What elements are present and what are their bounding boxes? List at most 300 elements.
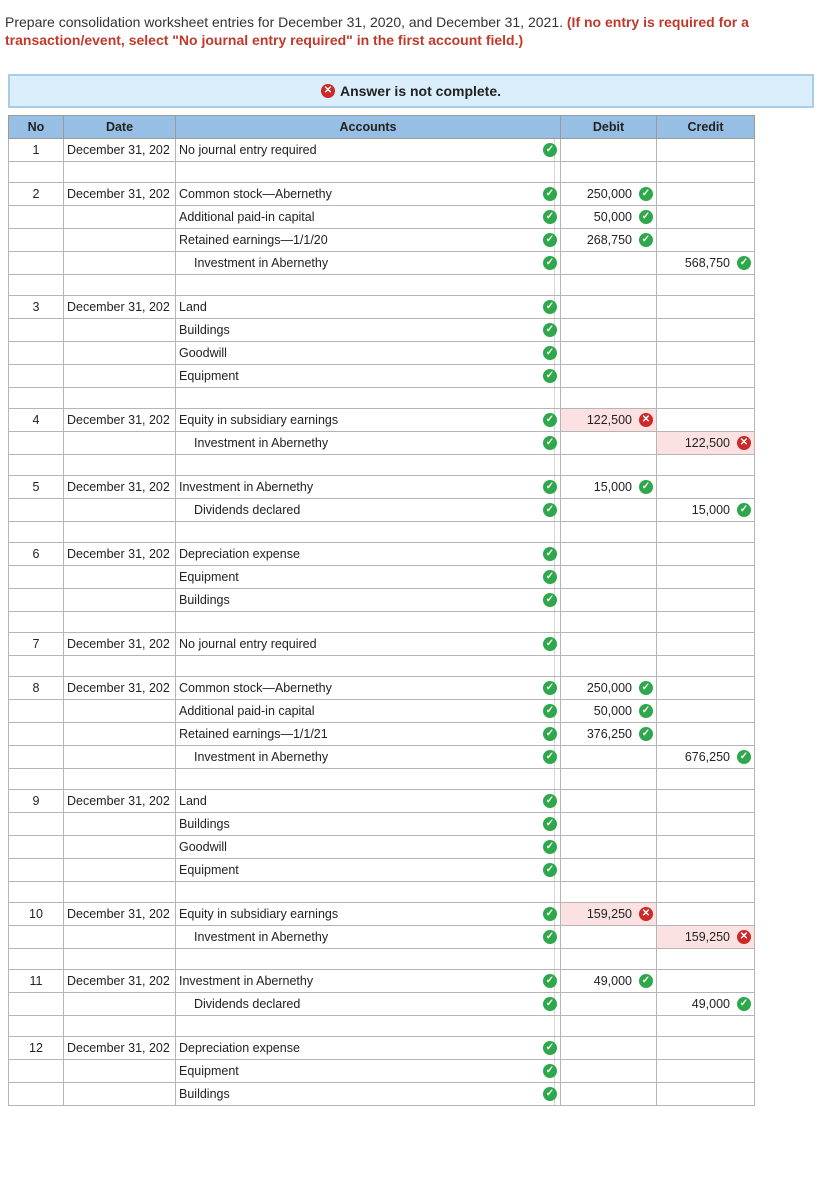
credit-amount-field[interactable] [657, 1083, 755, 1106]
account-field[interactable] [176, 252, 561, 275]
check-circle-icon: ✓ [543, 863, 557, 877]
account-select-box [176, 342, 555, 364]
column-header-credit: Credit [657, 116, 755, 139]
credit-amount-field[interactable] [657, 677, 755, 700]
account-select-box [176, 1016, 555, 1036]
account-name: Additional paid-in capital [179, 704, 315, 718]
credit-amount-field[interactable] [657, 319, 755, 342]
debit-amount-field[interactable] [561, 319, 657, 342]
check-circle-icon: ✓ [543, 704, 557, 718]
credit-amount-field[interactable] [657, 836, 755, 859]
account-field[interactable] [176, 589, 561, 612]
account-name: Common stock—Abernethy [179, 681, 332, 695]
date-field[interactable] [64, 252, 176, 275]
table-row [9, 746, 755, 769]
debit-amount-field[interactable] [561, 229, 657, 252]
credit-amount: 159,250 [684, 930, 730, 944]
entry-number: 9 [9, 790, 64, 813]
account-field[interactable] [176, 275, 561, 296]
table-row [9, 296, 755, 319]
date-field[interactable] [64, 769, 176, 790]
debit-amount-field[interactable] [561, 1016, 657, 1037]
account-field[interactable] [176, 319, 561, 342]
account-field[interactable] [176, 633, 561, 656]
account-select-box [176, 162, 555, 182]
date-field[interactable]: December 31, 202 [64, 183, 176, 206]
entry-number [9, 229, 64, 252]
entry-number [9, 926, 64, 949]
debit-amount-field[interactable] [561, 677, 657, 700]
credit-amount-field[interactable] [657, 365, 755, 388]
account-field[interactable] [176, 813, 561, 836]
account-name: Investment in Abernethy [194, 436, 329, 450]
check-circle-icon: ✓ [737, 750, 751, 764]
check-circle-icon: ✓ [639, 233, 653, 247]
check-circle-icon: ✓ [543, 907, 557, 921]
check-circle-icon: ✓ [639, 681, 653, 695]
debit-amount-field[interactable] [561, 993, 657, 1016]
credit-amount-field[interactable] [657, 633, 755, 656]
check-circle-icon: ✓ [737, 503, 751, 517]
credit-amount-field[interactable] [657, 612, 755, 633]
date-field[interactable] [64, 836, 176, 859]
debit-amount-field[interactable] [561, 206, 657, 229]
instructions-text: Prepare consolidation worksheet entries for December 31, 2020, and December 31, 2021. [5, 14, 563, 30]
debit-amount-field[interactable] [561, 790, 657, 813]
account-select-box [176, 813, 555, 835]
credit-amount-field[interactable] [657, 206, 755, 229]
entry-number [9, 499, 64, 522]
account-name: Retained earnings—1/1/21 [179, 727, 328, 741]
date-field[interactable] [64, 206, 176, 229]
entry-number [9, 859, 64, 882]
account-field[interactable] [176, 476, 561, 499]
account-field[interactable] [176, 836, 561, 859]
date-field[interactable] [64, 229, 176, 252]
date-field[interactable] [64, 723, 176, 746]
debit-amount-field[interactable] [561, 543, 657, 566]
credit-amount-field[interactable] [657, 882, 755, 903]
date-field[interactable] [64, 432, 176, 455]
check-circle-icon: ✓ [543, 817, 557, 831]
account-name: Buildings [179, 323, 230, 337]
credit-amount-field[interactable] [657, 700, 755, 723]
check-circle-icon: ✓ [543, 1041, 557, 1055]
credit-amount-field[interactable] [657, 926, 755, 949]
debit-amount-field[interactable] [561, 836, 657, 859]
check-circle-icon: ✓ [543, 750, 557, 764]
account-field[interactable] [176, 1083, 561, 1106]
table-row [9, 566, 755, 589]
spacer-row [9, 388, 755, 409]
check-circle-icon: ✓ [543, 840, 557, 854]
check-circle-icon: ✓ [543, 503, 557, 517]
account-field[interactable] [176, 769, 561, 790]
account-name: Investment in Abernethy [179, 480, 314, 494]
account-field[interactable] [176, 139, 561, 162]
date-field[interactable]: December 31, 202 [64, 296, 176, 319]
account-select-box [176, 589, 555, 611]
account-field[interactable] [176, 1060, 561, 1083]
account-select-box [176, 388, 555, 408]
account-field[interactable] [176, 1016, 561, 1037]
credit-amount-field[interactable] [657, 543, 755, 566]
account-select-box [176, 296, 555, 318]
credit-amount-field[interactable] [657, 455, 755, 476]
account-field[interactable] [176, 859, 561, 882]
account-name: Additional paid-in capital [179, 210, 315, 224]
debit-amount-field[interactable] [561, 589, 657, 612]
account-field[interactable] [176, 409, 561, 432]
account-field[interactable] [176, 388, 561, 409]
debit-amount-field[interactable] [561, 656, 657, 677]
entry-number: 6 [9, 543, 64, 566]
credit-amount: 568,750 [684, 256, 730, 270]
check-circle-icon: ✓ [543, 997, 557, 1011]
table-row [9, 836, 755, 859]
date-field[interactable] [64, 1060, 176, 1083]
table-row [9, 813, 755, 836]
entry-number [9, 656, 64, 677]
date-field[interactable] [64, 993, 176, 1016]
credit-amount-field[interactable] [657, 769, 755, 790]
spacer-row [9, 882, 755, 903]
account-field[interactable] [176, 926, 561, 949]
entry-number: 12 [9, 1037, 64, 1060]
debit-amount-field[interactable] [561, 970, 657, 993]
debit-amount: 250,000 [586, 681, 632, 695]
account-name: Equipment [179, 863, 239, 877]
journal-entry-rows [9, 139, 755, 1106]
account-name: Equity in subsidiary earnings [179, 907, 339, 921]
debit-amount-field[interactable] [561, 455, 657, 476]
account-field[interactable] [176, 700, 561, 723]
spacer-row [9, 162, 755, 183]
check-circle-icon: ✓ [543, 413, 557, 427]
table-row [9, 859, 755, 882]
credit-amount: 49,000 [691, 997, 730, 1011]
credit-amount-field[interactable] [657, 432, 755, 455]
credit-amount-field[interactable] [657, 566, 755, 589]
account-field[interactable] [176, 229, 561, 252]
check-circle-icon: ✓ [639, 480, 653, 494]
account-name: Investment in Abernethy [179, 974, 314, 988]
account-name: Common stock—Abernethy [179, 187, 332, 201]
check-circle-icon: ✓ [543, 570, 557, 584]
debit-amount-field[interactable] [561, 162, 657, 183]
debit-amount-field[interactable] [561, 859, 657, 882]
credit-amount-field[interactable] [657, 476, 755, 499]
debit-amount-field[interactable] [561, 903, 657, 926]
credit-amount-field[interactable] [657, 746, 755, 769]
account-name: Equity in subsidiary earnings [179, 413, 339, 427]
debit-amount: 268,750 [586, 233, 632, 247]
date-field[interactable]: December 31, 202 [64, 139, 176, 162]
table-row [9, 993, 755, 1016]
account-field[interactable] [176, 206, 561, 229]
table-row [9, 970, 755, 993]
credit-amount-field[interactable] [657, 296, 755, 319]
entry-number [9, 342, 64, 365]
credit-amount-field[interactable] [657, 1016, 755, 1037]
table-row [9, 409, 755, 432]
debit-amount-field[interactable] [561, 1037, 657, 1060]
debit-amount-field[interactable] [561, 409, 657, 432]
credit-amount-field[interactable] [657, 859, 755, 882]
account-name: Equipment [179, 570, 239, 584]
account-field[interactable] [176, 1037, 561, 1060]
credit-amount-field[interactable] [657, 589, 755, 612]
table-row [9, 432, 755, 455]
account-field[interactable] [176, 566, 561, 589]
entry-number [9, 252, 64, 275]
account-name: No journal entry required [179, 637, 317, 651]
debit-amount: 159,250 [586, 907, 632, 921]
debit-amount-field[interactable] [561, 769, 657, 790]
account-select-box [176, 656, 555, 676]
account-field[interactable] [176, 949, 561, 970]
date-field[interactable] [64, 499, 176, 522]
debit-amount-field[interactable] [561, 499, 657, 522]
check-circle-icon: ✓ [543, 346, 557, 360]
date-field[interactable]: December 31, 202 [64, 677, 176, 700]
debit-amount-field[interactable] [561, 1083, 657, 1106]
credit-amount-field[interactable] [657, 183, 755, 206]
date-field[interactable]: December 31, 202 [64, 1037, 176, 1060]
debit-amount-field[interactable] [561, 633, 657, 656]
debit-amount-field[interactable] [561, 296, 657, 319]
date-field[interactable] [64, 882, 176, 903]
credit-amount-field[interactable] [657, 409, 755, 432]
table-row [9, 499, 755, 522]
credit-amount-field[interactable] [657, 1060, 755, 1083]
x-circle-icon: ✕ [639, 907, 653, 921]
debit-amount: 49,000 [593, 974, 632, 988]
credit-amount-field[interactable] [657, 949, 755, 970]
check-circle-icon: ✓ [543, 436, 557, 450]
table-row [9, 1060, 755, 1083]
date-field[interactable]: December 31, 202 [64, 476, 176, 499]
credit-amount-field[interactable] [657, 522, 755, 543]
credit-amount-field[interactable] [657, 229, 755, 252]
credit-amount-field[interactable] [657, 275, 755, 296]
account-field[interactable] [176, 522, 561, 543]
credit-amount-field[interactable] [657, 342, 755, 365]
check-circle-icon: ✓ [639, 210, 653, 224]
credit-amount-field[interactable] [657, 162, 755, 183]
account-select-box [176, 612, 555, 632]
credit-amount-field[interactable] [657, 1037, 755, 1060]
spacer-row [9, 656, 755, 677]
date-field[interactable] [64, 589, 176, 612]
table-row [9, 723, 755, 746]
date-field[interactable] [64, 162, 176, 183]
table-row [9, 365, 755, 388]
debit-amount-field[interactable] [561, 882, 657, 903]
debit-amount-field[interactable] [561, 612, 657, 633]
account-field[interactable] [176, 342, 561, 365]
credit-amount-field[interactable] [657, 388, 755, 409]
date-field[interactable] [64, 656, 176, 677]
debit-amount-field[interactable] [561, 252, 657, 275]
debit-amount-field[interactable] [561, 926, 657, 949]
debit-amount-field[interactable] [561, 746, 657, 769]
account-select-box [176, 949, 555, 969]
account-field[interactable] [176, 903, 561, 926]
account-field[interactable] [176, 162, 561, 183]
debit-amount: 376,250 [586, 727, 632, 741]
date-field[interactable] [64, 365, 176, 388]
account-select-box [176, 790, 555, 812]
date-field[interactable] [64, 388, 176, 409]
entry-number [9, 566, 64, 589]
credit-amount-field[interactable] [657, 252, 755, 275]
account-field[interactable] [176, 746, 561, 769]
entry-number: 1 [9, 139, 64, 162]
spacer-row [9, 275, 755, 296]
entry-number [9, 949, 64, 970]
spacer-row [9, 769, 755, 790]
entry-number [9, 388, 64, 409]
date-field[interactable] [64, 1016, 176, 1037]
account-select-box [176, 455, 555, 475]
credit-amount-field[interactable] [657, 790, 755, 813]
debit-amount-field[interactable] [561, 342, 657, 365]
account-field[interactable] [176, 543, 561, 566]
credit-amount-field[interactable] [657, 993, 755, 1016]
date-field[interactable] [64, 455, 176, 476]
date-field[interactable] [64, 612, 176, 633]
date-field[interactable] [64, 700, 176, 723]
account-name: Land [179, 794, 207, 808]
check-circle-icon: ✓ [543, 300, 557, 314]
debit-amount-field[interactable] [561, 139, 657, 162]
credit-amount-field[interactable] [657, 903, 755, 926]
entry-number: 4 [9, 409, 64, 432]
debit-amount-field[interactable] [561, 275, 657, 296]
check-circle-icon: ✓ [543, 1087, 557, 1101]
account-name: Investment in Abernethy [194, 256, 329, 270]
date-field[interactable]: December 31, 202 [64, 543, 176, 566]
account-name: Goodwill [179, 840, 227, 854]
account-name: Depreciation expense [179, 1041, 300, 1055]
account-field[interactable] [176, 993, 561, 1016]
account-field[interactable] [176, 612, 561, 633]
check-circle-icon: ✓ [639, 727, 653, 741]
entry-number [9, 455, 64, 476]
debit-amount-field[interactable] [561, 476, 657, 499]
date-field[interactable] [64, 813, 176, 836]
credit-amount-field[interactable] [657, 656, 755, 677]
account-select-box [176, 275, 555, 295]
account-field[interactable] [176, 882, 561, 903]
account-select-box [176, 882, 555, 902]
debit-amount-field[interactable] [561, 365, 657, 388]
account-select-box [176, 836, 555, 858]
account-field[interactable] [176, 365, 561, 388]
debit-amount-field[interactable] [561, 183, 657, 206]
entry-number [9, 1083, 64, 1106]
debit-amount-field[interactable] [561, 813, 657, 836]
entry-number [9, 275, 64, 296]
column-header-no: No [9, 116, 64, 139]
credit-amount-field[interactable] [657, 139, 755, 162]
date-field[interactable] [64, 1083, 176, 1106]
check-circle-icon: ✓ [543, 187, 557, 201]
debit-amount-field[interactable] [561, 723, 657, 746]
debit-amount: 15,000 [593, 480, 632, 494]
check-circle-icon: ✓ [639, 187, 653, 201]
date-field[interactable] [64, 926, 176, 949]
debit-amount-field[interactable] [561, 566, 657, 589]
date-field[interactable]: December 31, 202 [64, 903, 176, 926]
credit-amount: 676,250 [684, 750, 730, 764]
date-field[interactable] [64, 859, 176, 882]
account-field[interactable] [176, 499, 561, 522]
date-field[interactable]: December 31, 202 [64, 409, 176, 432]
check-circle-icon: ✓ [543, 593, 557, 607]
account-field[interactable] [176, 183, 561, 206]
debit-amount: 50,000 [593, 704, 632, 718]
date-field[interactable] [64, 949, 176, 970]
account-field[interactable] [176, 656, 561, 677]
credit-amount-field[interactable] [657, 499, 755, 522]
instructions-emphasis: (If no entry is required for a transaction/event, select "No journal entry required" in the first account field.) [5, 14, 749, 48]
date-field[interactable]: December 31, 202 [64, 790, 176, 813]
check-circle-icon: ✓ [543, 681, 557, 695]
account-field[interactable] [176, 723, 561, 746]
debit-amount-field[interactable] [561, 388, 657, 409]
date-field[interactable]: December 31, 202 [64, 970, 176, 993]
entry-number: 8 [9, 677, 64, 700]
spacer-row [9, 949, 755, 970]
date-field[interactable] [64, 522, 176, 543]
column-header-debit: Debit [561, 116, 657, 139]
account-field[interactable] [176, 790, 561, 813]
credit-amount-field[interactable] [657, 813, 755, 836]
spacer-row [9, 455, 755, 476]
date-field[interactable] [64, 566, 176, 589]
debit-amount-field[interactable] [561, 522, 657, 543]
debit-amount-field[interactable] [561, 949, 657, 970]
x-circle-icon: ✕ [639, 413, 653, 427]
date-field[interactable] [64, 342, 176, 365]
credit-amount-field[interactable] [657, 723, 755, 746]
entry-number [9, 1060, 64, 1083]
account-field[interactable] [176, 970, 561, 993]
date-field[interactable] [64, 746, 176, 769]
debit-amount-field[interactable] [561, 1060, 657, 1083]
account-field[interactable] [176, 677, 561, 700]
entry-number [9, 522, 64, 543]
date-field[interactable] [64, 275, 176, 296]
date-field[interactable]: December 31, 202 [64, 633, 176, 656]
debit-amount-field[interactable] [561, 432, 657, 455]
debit-amount: 50,000 [593, 210, 632, 224]
entry-number [9, 746, 64, 769]
entry-number [9, 813, 64, 836]
account-field[interactable] [176, 432, 561, 455]
credit-amount-field[interactable] [657, 970, 755, 993]
check-circle-icon: ✓ [543, 794, 557, 808]
account-field[interactable] [176, 296, 561, 319]
debit-amount-field[interactable] [561, 700, 657, 723]
account-name: Buildings [179, 817, 230, 831]
account-field[interactable] [176, 455, 561, 476]
table-row [9, 319, 755, 342]
date-field[interactable] [64, 319, 176, 342]
account-select-box [176, 769, 555, 789]
